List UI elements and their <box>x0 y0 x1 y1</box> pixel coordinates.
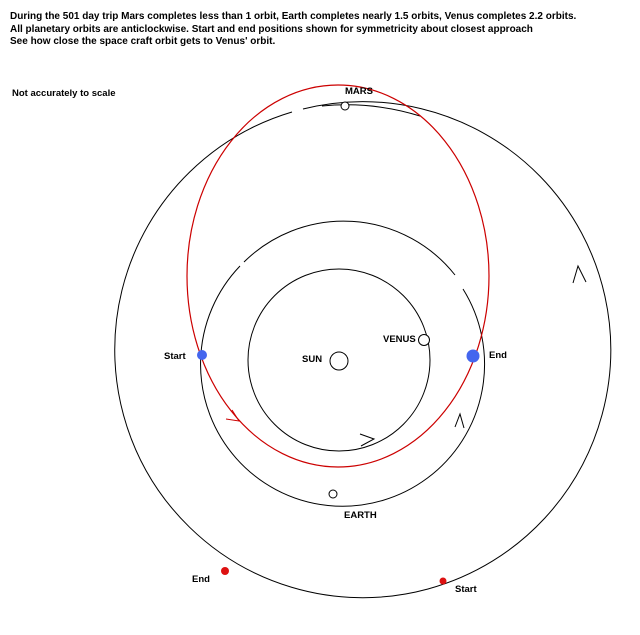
spacecraft-arrow-icon <box>226 410 239 421</box>
sun-label: SUN <box>302 354 323 365</box>
earth-label: EARTH <box>344 510 377 521</box>
mars-orbit-top-arc <box>322 105 420 116</box>
earth-orbit-upper-arc <box>244 221 455 275</box>
earth-orbit-arrow-icon <box>455 414 464 428</box>
earth-start-label: Start <box>164 351 186 362</box>
mars-orbit <box>115 102 611 598</box>
venus-orbit-arrow-icon <box>360 434 374 446</box>
note-line-3: See how close the space craft orbit gets to Venus' orbit. <box>10 36 276 47</box>
venus-planet-icon <box>419 335 430 346</box>
mars-end-marker <box>221 567 229 575</box>
mars-end-label: End <box>192 574 210 585</box>
mars-planet-icon <box>341 102 349 110</box>
note-line-2: All planetary orbits are anticlockwise. Start and end positions shown for symmetricity about closest approach <box>10 23 533 35</box>
mars-label: MARS <box>345 86 373 97</box>
spacecraft-orbit <box>187 85 489 467</box>
sun-icon <box>330 352 348 370</box>
scale-note: Not accurately to scale <box>12 88 116 99</box>
earth-orbit <box>201 266 485 506</box>
mars-orbit-arrow-icon <box>573 266 586 283</box>
earth-planet-icon <box>329 490 337 498</box>
earth-end-label: End <box>489 350 507 361</box>
earth-end-marker <box>467 350 480 363</box>
venus-label: VENUS <box>383 334 416 345</box>
mars-start-label: Start <box>455 584 477 595</box>
note-line-1: During the 501 day trip Mars completes less than 1 orbit, Earth completes nearly 1.5 orbits, Venus completes 2.2 orbits. <box>10 11 577 22</box>
earth-start-marker <box>197 350 207 360</box>
mars-start-marker <box>440 578 447 585</box>
